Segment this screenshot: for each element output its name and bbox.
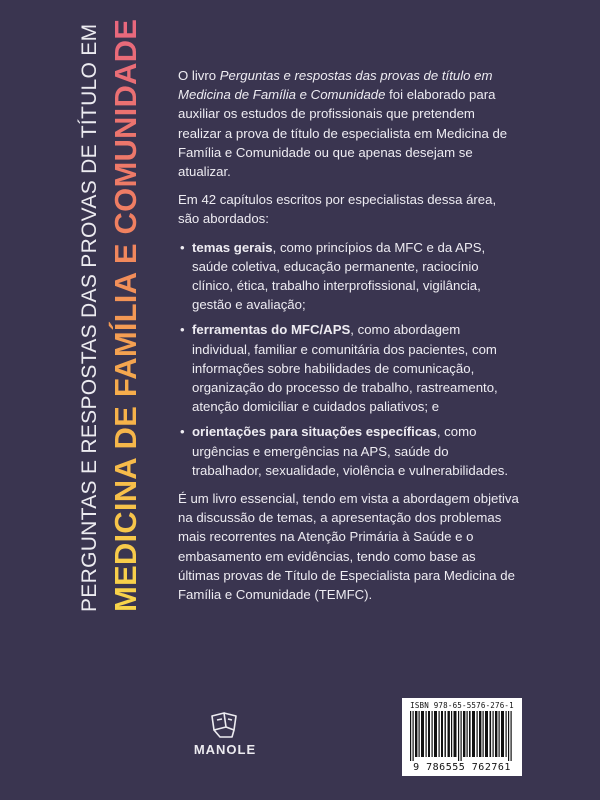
publisher-name: MANOLE [193,742,257,757]
chapters-paragraph: Em 42 capítulos escritos por especialistas dessa área, são abordados: [178,192,497,227]
list-item [180,238,520,315]
intro-text-b: foi elaborado para auxiliar os estudos de profissionais que pretendem realizar a prova de título de especialista em Medicina de Família e Comunidade ou que apenas desejam se atualizar. [178,87,508,180]
topic-text: , como urgências e emergências na APS, saúde do trabalhador, sexualidade, violência e vulnerabilidades. [192,424,508,478]
bullet-icon: • [180,239,185,255]
closing-paragraph: É um livro essencial, tendo em vista a abordagem objetiva na discussão de temas, a apresentação dos problemas mais recorrentes na Atenção Primária à Saúde e o embasamento em evidências, tendo como base as últimas provas de Título de Especialista para Medicina de Família e Comunidade (TEMFC). [178,491,519,603]
book-title-italic: Perguntas e respostas das provas de título em Medicina de Família e Comunidade [178,68,493,103]
barcode-bars [408,711,516,761]
topic-text: , como abordagem individual, familiar e comunitária dos pacientes, com informações sobre habilidades de comunicação, organização do processo de trabalho, rastreamento, atenção domiciliar e cuidados paliativos; e [192,322,498,415]
title-line-1: PERGUNTAS E RESPOSTAS DAS PROVAS DE TÍTULO EM [78,23,101,612]
topic-bold: temas gerais [192,239,273,255]
bullet-icon: • [180,424,185,440]
list-item [180,320,520,416]
manole-logo-icon [208,710,242,740]
isbn-label: ISBN 978-65-5576-276-1 [410,701,514,710]
topic-bold: orientações para situações específicas [192,424,437,440]
topics-list [178,238,520,480]
topic-text: , como princípios da MFC e da APS, saúde coletiva, educação permanente, raciocínio clínico, ética, trabalho interprofissional, vigilância, gestão e avaliação; [192,239,486,313]
publisher-logo [190,710,260,774]
list-item [180,422,520,480]
vertical-title [78,18,148,612]
bullet-icon: • [180,322,185,338]
topic-bold: ferramentas do MFC/APS [192,322,351,338]
intro-text-a: O livro [178,68,220,83]
description [178,66,520,613]
barcode [402,698,522,776]
barcode-number: 9 786555 762761 [413,762,511,773]
title-line-2: MEDICINA DE FAMÍLIA E COMUNIDADE [108,18,143,612]
intro-paragraph [178,66,520,181]
